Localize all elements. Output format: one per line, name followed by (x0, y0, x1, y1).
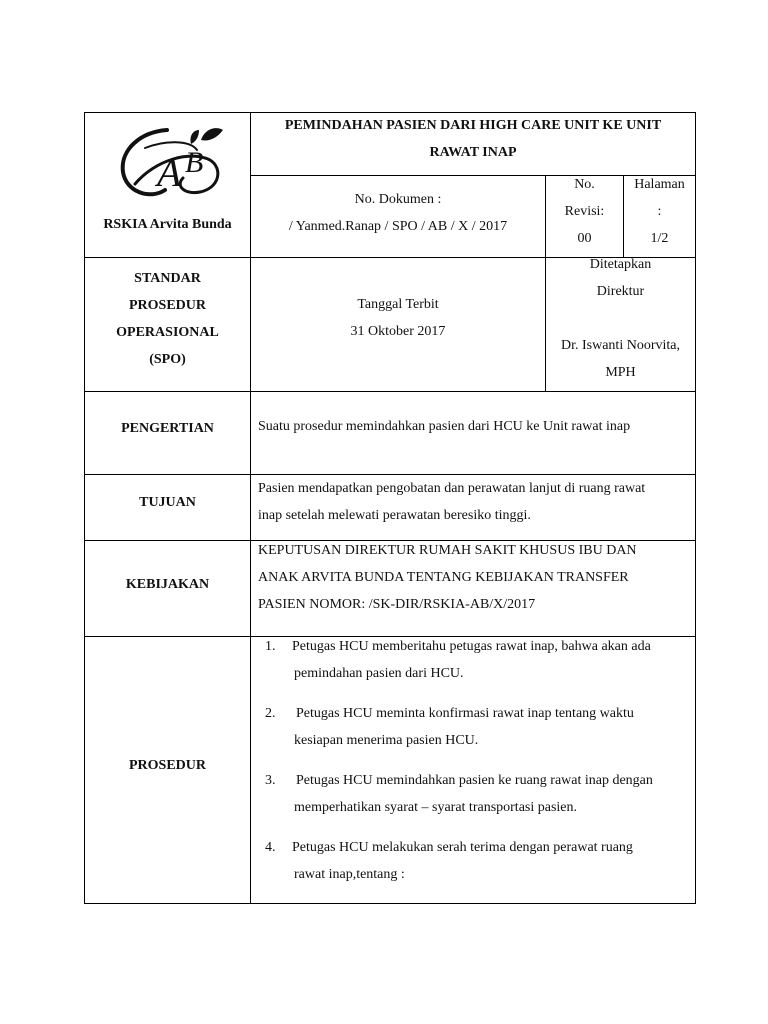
row-divider-spo (84, 391, 696, 392)
tanggal-terbit-cell (251, 291, 545, 345)
logo-letters: A (157, 150, 182, 195)
svg-text:B: B (185, 146, 204, 179)
tujuan-text (258, 475, 690, 529)
halaman-value: 1/2 (650, 231, 669, 246)
kebijakan-label: KEBIJAKAN (125, 577, 210, 592)
tanggal-terbit-label: Tanggal Terbit (357, 297, 439, 312)
signature-space (546, 305, 695, 332)
ditetapkan-line-2: Direktur (596, 284, 645, 299)
procedure-item-line-2: rawat inap,tentang : (294, 867, 405, 882)
spo-line-3: OPERASIONAL (116, 325, 219, 340)
kebijakan-text-line-2: ANAK ARVITA BUNDA TENTANG KEBIJAKAN TRANSFER (258, 570, 629, 585)
procedure-item-line-1: Petugas HCU melakukan serah terima dengan perawat ruang (292, 840, 633, 855)
no-dokumen-label: No. Dokumen : (354, 192, 442, 207)
prosedur-list (254, 633, 694, 888)
procedure-item-number: 2. (265, 706, 276, 721)
no-revisi-cell (546, 171, 623, 252)
procedure-item-line-2: kesiapan menerima pasien HCU. (294, 733, 479, 748)
procedure-item-line-1: Petugas HCU meminta konfirmasi rawat inap tentang waktu (296, 706, 634, 721)
document-title-line-1: PEMINDAHAN PASIEN DARI HIGH CARE UNIT KE UNIT (284, 118, 662, 133)
spo-line-2: PROSEDUR (128, 298, 206, 313)
ditetapkan-line-1: Ditetapkan (589, 257, 652, 272)
procedure-item-line-1: Petugas HCU memberitahu petugas rawat inap, bahwa akan ada (292, 639, 651, 654)
procedure-item (254, 767, 694, 821)
tujuan-text-line-2: inap setelah melewati perawatan beresiko tinggi. (258, 508, 531, 523)
halaman-colon: : (657, 204, 662, 219)
ditetapkan-cell (546, 251, 695, 386)
no-dokumen-value: / Yanmed.Ranap / SPO / AB / X / 2017 (288, 219, 508, 234)
no-revisi-value: 00 (577, 231, 592, 246)
prosedur-label: PROSEDUR (128, 758, 206, 773)
no-dokumen-cell (251, 186, 545, 240)
procedure-item-line-2: pemindahan pasien dari HCU. (294, 666, 464, 681)
kebijakan-text-line-3: PASIEN NOMOR: /SK-DIR/RSKIA-AB/X/2017 (258, 597, 536, 612)
pengertian-text: Suatu prosedur memindahkan pasien dari HCU ke Unit rawat inap (258, 419, 631, 434)
procedure-item (254, 834, 694, 888)
no-revisi-label-2: Revisi: (564, 204, 605, 219)
signer-name-2: MPH (605, 365, 636, 380)
halaman-cell (624, 171, 695, 252)
table-border-right (695, 112, 696, 904)
spo-line-1: STANDAR (134, 271, 201, 286)
document-title (256, 112, 690, 166)
hospital-name: RSKIA Arvita Bunda (103, 217, 232, 232)
document-title-line-2: RAWAT INAP (429, 145, 517, 160)
kebijakan-text-line-1: KEPUTUSAN DIREKTUR RUMAH SAKIT KHUSUS IBU DAN (258, 543, 637, 558)
procedure-item-line-2: memperhatikan syarat – syarat transportasi pasien. (294, 800, 578, 815)
spo-label (85, 265, 250, 373)
tujuan-text-line-1: Pasien mendapatkan pengobatan dan perawatan lanjut di ruang rawat (258, 481, 646, 496)
tujuan-label: TUJUAN (139, 495, 196, 510)
procedure-item (254, 700, 694, 754)
procedure-item-line-1: Petugas HCU memindahkan pasien ke ruang rawat inap dengan (296, 773, 653, 788)
pengertian-label: PENGERTIAN (121, 421, 214, 436)
tanggal-terbit-value: 31 Oktober 2017 (350, 324, 446, 339)
halaman-label: Halaman (634, 177, 685, 192)
procedure-item (254, 633, 694, 687)
hospital-logo (105, 120, 235, 210)
table-border-bottom (84, 903, 696, 904)
kebijakan-text (258, 537, 692, 618)
spo-line-4: (SPO) (149, 352, 186, 367)
no-revisi-label-1: No. (574, 177, 595, 192)
procedure-item-number: 1. (265, 639, 276, 654)
signer-name-1: Dr. Iswanti Noorvita, (561, 338, 680, 353)
procedure-item-number: 4. (265, 840, 276, 855)
procedure-item-number: 3. (265, 773, 276, 788)
